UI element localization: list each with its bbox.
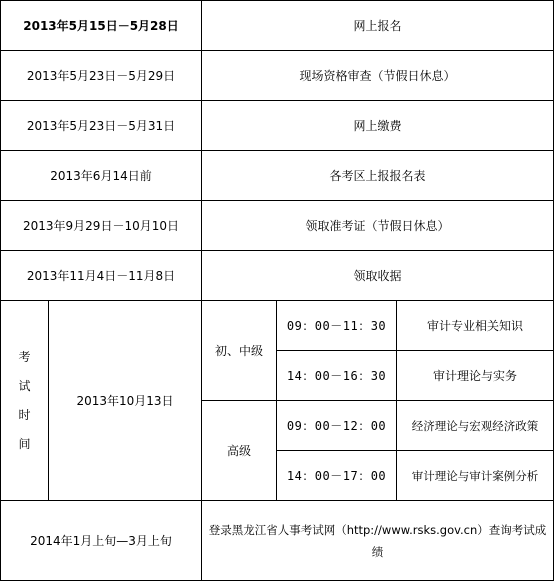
session-time-cell: 14：00－17：00	[277, 451, 397, 501]
exam-date-cell: 2013年10月13日	[49, 301, 202, 501]
session-time-cell: 09：00－12：00	[277, 401, 397, 451]
table-row	[1, 501, 554, 581]
table-row	[1, 201, 554, 251]
table-row	[1, 51, 554, 101]
table-row	[1, 101, 554, 151]
exam-time-label-char: 间	[18, 436, 31, 451]
exam-level-cell: 初、中级	[202, 301, 277, 401]
review-item-cell: 现场资格审查（节假日休息）	[202, 51, 554, 101]
review-date-cell: 2013年5月23日－5月29日	[1, 51, 202, 101]
exam-time-label	[1, 301, 49, 501]
submission-date-cell: 2013年6月14日前	[1, 151, 202, 201]
results-info-cell	[202, 501, 554, 581]
exam-level-cell: 高级	[202, 401, 277, 501]
exam-time-label-char: 考	[18, 349, 31, 364]
registration-date-cell: 2013年5月15日－5月28日	[1, 1, 202, 51]
exam-time-label-char: 时	[18, 407, 31, 422]
session-subject-cell: 经济理论与宏观经济政策	[397, 401, 554, 451]
session-subject-cell: 审计理论与审计案例分析	[397, 451, 554, 501]
payment-date-cell: 2013年5月23日－5月31日	[1, 101, 202, 151]
exam-time-label-char: 试	[18, 378, 31, 393]
payment-item-cell: 网上缴费	[202, 101, 554, 151]
registration-item-cell: 网上报名	[202, 1, 554, 51]
admission-ticket-date-cell: 2013年9月29日－10月10日	[1, 201, 202, 251]
receipt-item-cell: 领取收据	[202, 251, 554, 301]
admission-ticket-item-cell: 领取准考证（节假日休息）	[202, 201, 554, 251]
table-row	[1, 1, 554, 51]
session-time-cell: 14：00－16：30	[277, 351, 397, 401]
receipt-date-cell: 2013年11月4日－11月8日	[1, 251, 202, 301]
results-info-line: 登录黑龙江省人事考试网（http://www.rsks.gov.cn）查询考试成	[208, 522, 547, 537]
submission-item-cell: 各考区上报报名表	[202, 151, 554, 201]
session-subject-cell: 审计专业相关知识	[397, 301, 554, 351]
table-row	[1, 301, 554, 351]
session-subject-cell: 审计理论与实务	[397, 351, 554, 401]
results-date-cell: 2014年1月上旬—3月上旬	[1, 501, 202, 581]
table-row	[1, 251, 554, 301]
table-row	[1, 151, 554, 201]
results-info-line: 绩	[371, 544, 384, 559]
session-time-cell: 09：00－11：30	[277, 301, 397, 351]
